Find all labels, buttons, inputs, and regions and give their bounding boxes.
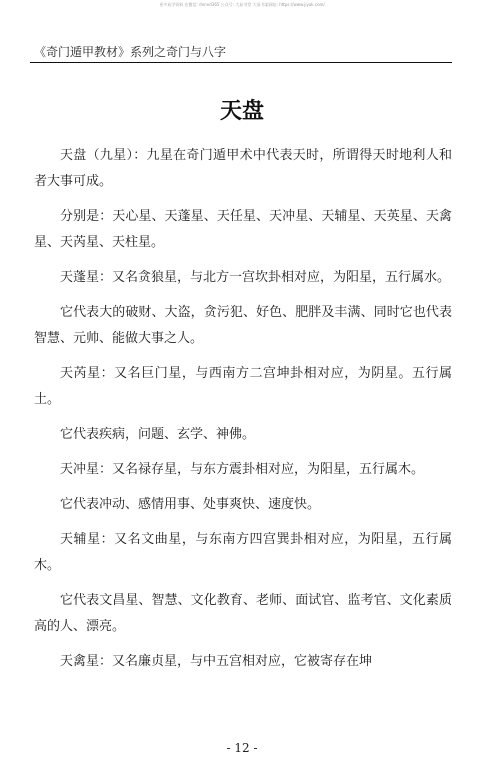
running-header: 《奇门遁甲教材》系列之奇门与八字 [34, 45, 227, 59]
paragraph: 它代表文昌星、智慧、文化教育、老师、面试官、监考官、文化素质高的人、漂亮。 [34, 593, 452, 634]
paragraph: 天辅星：又名文曲星，与东南方四宫巽卦相对应，为阳星，五行属木。 [34, 532, 452, 573]
paragraph: 它代表冲动、感情用事、处事爽快、速度快。 [60, 497, 321, 512]
header-rule [30, 62, 452, 63]
watermark-note: 更多易学资料 在微信: dnnnd365 公众号: 大易书堂 大易书架网址: https://www.jiyak.com/ [159, 2, 325, 7]
paragraph: 天芮星：又名巨门星，与西南方二宫坤卦相对应，为阴星。五行属土。 [34, 366, 452, 407]
paragraph: 它代表大的破财、大盗，贪污犯、好色、肥胖及丰满、同时它也代表智慧、元帅、能做大事之人。 [34, 305, 452, 346]
paragraph: 天蓬星：又名贪狼星，与北方一宫坎卦相对应，为阳星，五行属水。 [60, 270, 451, 285]
paragraph: 天冲星：又名禄存星，与东方震卦相对应，为阳星，五行属木。 [60, 462, 425, 477]
paragraph: 它代表疾病，问题、玄学、神佛。 [60, 427, 256, 442]
body-text [34, 143, 452, 684]
paragraph: 分别是：天心星、天蓬星、天任星、天冲星、天辅星、天英星、天禽星、天芮星、天柱星。 [34, 209, 452, 250]
page-title: 天盘 [219, 99, 264, 124]
paragraph: 天禽星：又名廉贞星，与中五宫相对应，它被寄存在坤 [60, 654, 373, 669]
page-number: - 12 - [226, 741, 258, 755]
paragraph: 天盘（九星）：九星在奇门遁甲术中代表天时，所谓得天时地利人和者大事可成。 [34, 148, 452, 189]
